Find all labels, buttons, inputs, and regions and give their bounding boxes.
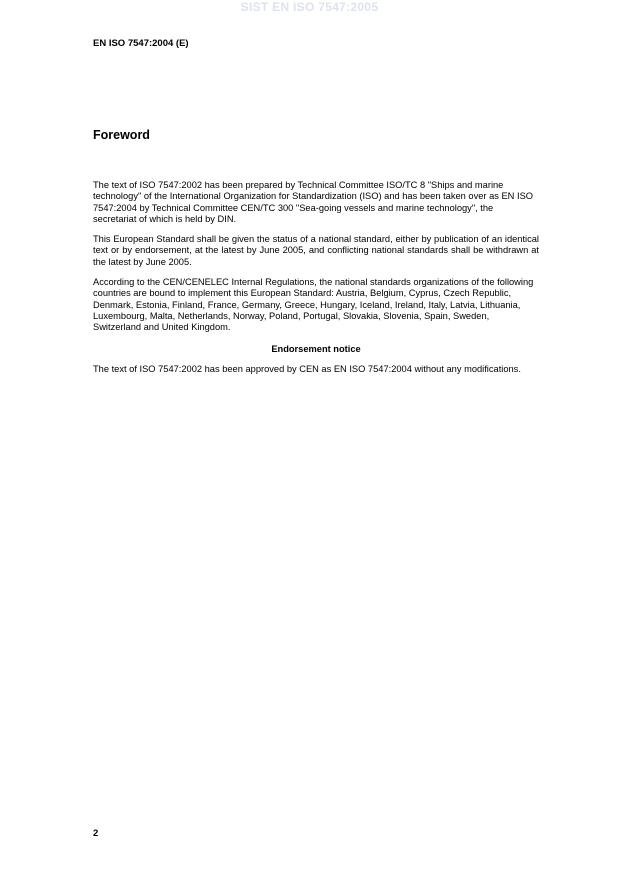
page-number: 2 — [93, 828, 99, 839]
foreword-heading: Foreword — [93, 128, 150, 142]
foreword-body — [93, 180, 539, 384]
endorsement-paragraph: The text of ISO 7547:2002 has been approved by CEN as EN ISO 7547:2004 without any modifications. — [93, 363, 521, 374]
foreword-paragraph-1: The text of ISO 7547:2002 has been prepared by Technical Committee ISO/TC 8 "Ships and marine technology" of the International Organization for Standardization (ISO) and has been taken over as EN ISO 7547:2004 by Technical Committee CEN/TC 300 "Sea-going vessels and marine technology", the secretariat of which is held by DIN. — [93, 180, 533, 224]
document-id: EN ISO 7547:2004 (E) — [93, 38, 189, 49]
endorsement-heading: Endorsement notice — [271, 343, 361, 354]
foreword-paragraph-3: According to the CEN/CENELEC Internal Regulations, the national standards organizations of the following countries are bound to implement this European Standard: Austria, Belgium, Cyprus, Czech Republic, Denmark, Estonia, Finland, France, Germany, Greece, Hungary, Iceland, Ireland, Italy, Latvia, Lithuania, Luxembourg, Malta, Netherlands, Norway, Poland, Portugal, Slovakia, Slovenia, Spain, Sweden, Switzerland and United Kingdom. — [93, 277, 534, 333]
watermark: SIST EN ISO 7547:2005 — [240, 0, 379, 14]
foreword-paragraph-2: This European Standard shall be given the status of a national standard, either by publication of an identical text or by endorsement, at the latest by June 2005, and conflicting national standards shall be withdrawn at the latest by June 2005. — [93, 234, 539, 267]
